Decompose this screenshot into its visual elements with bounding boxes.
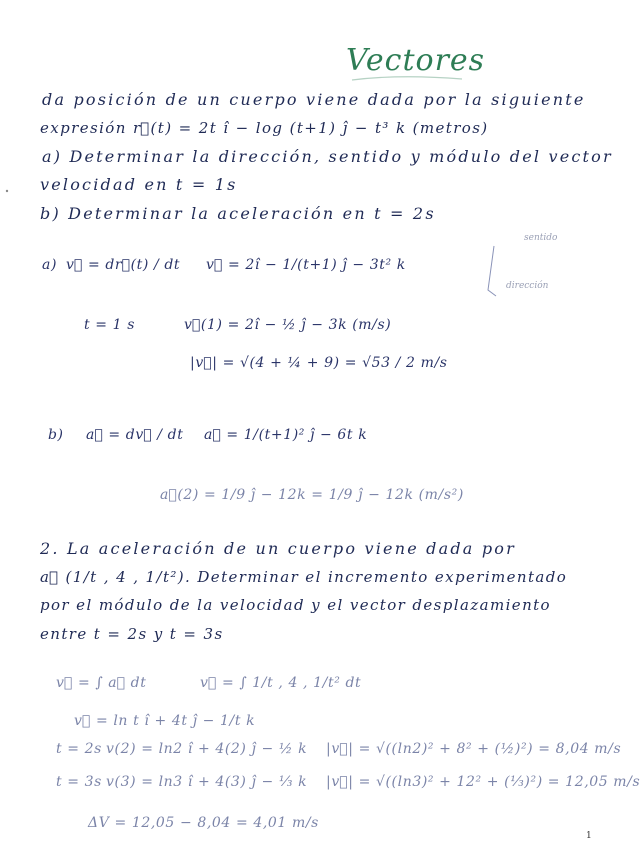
problem1-line4: velocidad en t = 1s: [40, 175, 238, 194]
page-number: 1: [586, 831, 592, 841]
delta-velocity: ΔV = 12,05 − 8,04 = 4,01 m/s: [88, 815, 319, 831]
time-label-t1: t = 1 s: [84, 317, 135, 333]
velocity-at-t2: v(2) = ln2 î + 4(2) ĵ − ½ k: [106, 741, 308, 757]
problem1-line3: a) Determinar la dirección, sentido y módulo del vector: [42, 147, 613, 166]
velocity-magnitude-t2: |v⃗| = √((ln2)² + 8² + (½)²) = 8,04 m/s: [326, 741, 622, 757]
solution-a-label: a): [42, 257, 58, 273]
acceleration-at-t2: a⃗(2) = 1/9 ĵ − 12k = 1/9 ĵ − 12k (m/s²): [160, 487, 464, 503]
margin-note-direccion: dirección: [506, 281, 549, 291]
velocity-expression-2: v⃗ = ln t î + 4t ĵ − 1/t k: [74, 713, 256, 729]
problem2-line3: por el módulo de la velocidad y el vector desplazamiento: [40, 596, 551, 614]
margin-note-sentido: sentido: [524, 233, 558, 243]
problem2-line2: a⃗ (1/t , 4 , 1/t²). Determinar el incremento experimentado: [40, 568, 568, 586]
problem2-line1: 2. La aceleración de un cuerpo viene dada por: [40, 539, 516, 558]
velocity-magnitude-t3: |v⃗| = √((ln3)² + 12² + (⅓)²) = 12,05 m/s: [326, 774, 640, 790]
velocity-definition: v⃗ = dr⃗(t) / dt: [66, 257, 181, 273]
problem1-line2: expresión r⃗(t) = 2t î − log (t+1) ĵ − t³ k (metros): [40, 119, 489, 137]
time-label-t3: t = 3s: [56, 774, 102, 790]
velocity-expression: v⃗ = 2î − 1/(t+1) ĵ − 3t² k: [206, 257, 406, 273]
acceleration-definition: a⃗ = dv⃗ / dt: [86, 427, 184, 443]
solution-b-label: b): [48, 427, 64, 443]
velocity-integral: v⃗ = ∫ a⃗ dt: [56, 675, 147, 691]
velocity-magnitude: |v⃗| = √(4 + ¼ + 9) = √53 / 2 m/s: [190, 355, 448, 371]
acceleration-expression: a⃗ = 1/(t+1)² ĵ − 6t k: [204, 427, 368, 443]
velocity-at-t3: v(3) = ln3 î + 4(3) ĵ − ⅓ k: [106, 774, 308, 790]
page-title: Vectores: [346, 43, 486, 78]
velocity-integral-expanded: v⃗ = ∫ 1/t , 4 , 1/t² dt: [200, 675, 362, 691]
problem1-line1: da posición de un cuerpo viene dada por la siguiente: [42, 90, 586, 109]
problem2-line4: entre t = 2s y t = 3s: [40, 625, 224, 643]
problem1-line5: b) Determinar la aceleración en t = 2s: [40, 204, 436, 223]
time-label-t2: t = 2s: [56, 741, 102, 757]
velocity-at-t1: v⃗(1) = 2î − ½ ĵ − 3k (m/s): [184, 317, 392, 333]
